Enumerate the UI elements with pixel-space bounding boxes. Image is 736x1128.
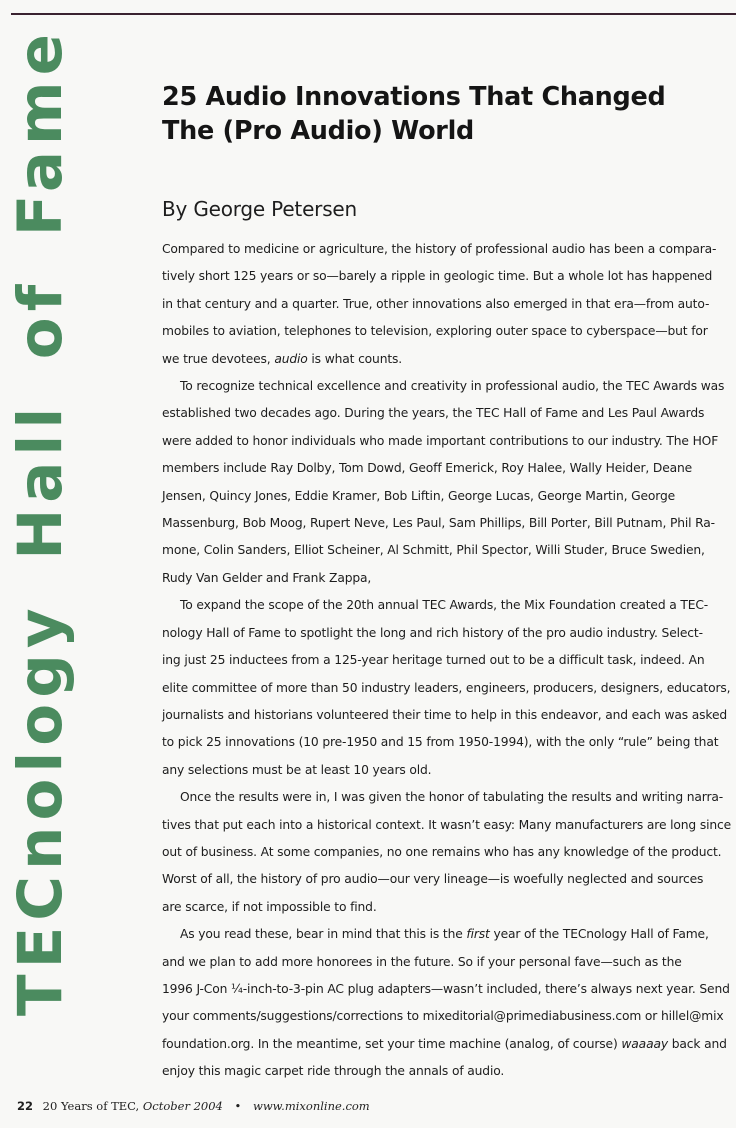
bullet-separator: • [234, 1099, 242, 1113]
text-line: journalists and historians volunteered their time to help in this endeavor, and each was asked [162, 707, 728, 722]
text-line [162, 1031, 727, 1058]
text-run: As you read these, bear in mind that this is the [180, 927, 467, 942]
article [162, 80, 732, 1086]
text-run: year of the TECnology Hall of Fame, [489, 927, 709, 942]
text-line: mobiles to aviation, telephones to television, exploring outer space to cyberspace—but for [162, 324, 708, 339]
text-line: Worst of all, the history of pro audio—our very lineage—is woefully neglected and sources [162, 872, 704, 887]
emphasis-audio: audio [274, 351, 308, 366]
text-line: ing just 25 inductees from a 125-year heritage turned out to be a difficult task, indeed. An [162, 653, 705, 668]
text-run: we true devotees, [162, 351, 275, 366]
vertical-section-title: TECnology Hall of Fame [5, 28, 76, 1016]
paragraph-3 [162, 592, 731, 784]
paragraph-1 [162, 236, 717, 373]
text-line: enjoy this magic carpet ride through the annals of audio. [162, 1064, 505, 1079]
text-line [162, 921, 709, 948]
text-line: out of business. At some companies, no one remains who has any knowledge of the product. [162, 844, 722, 859]
text-line: tively short 125 years or so—barely a ripple in geologic time. But a whole lot has happened [162, 269, 713, 284]
page-footer [17, 1099, 370, 1113]
text-run: foundation.org. In the meantime, set your time machine (analog, of course) [162, 1036, 622, 1051]
publication-name: 20 Years of TEC, [42, 1099, 140, 1113]
text-line [162, 346, 692, 373]
text-run: is what counts. [307, 351, 403, 366]
text-line: to pick 25 innovations (10 pre-1950 and 15 from 1950-1994), with the only “rule” being that [162, 735, 719, 750]
issue-date: October 2004 [142, 1099, 223, 1113]
text-line: Compared to medicine or agriculture, the history of professional audio has been a compara- [162, 242, 717, 256]
text-line: established two decades ago. During the years, the TEC Hall of Fame and Les Paul Awards [162, 406, 705, 421]
headline [162, 80, 692, 148]
text-line: To expand the scope of the 20th annual TEC Awards, the Mix Foundation created a TEC- [180, 598, 709, 613]
text-line: are scarce, if not impossible to find. [162, 899, 377, 914]
headline-line-2: The (Pro Audio) World [162, 116, 474, 146]
text-line: members include Ray Dolby, Tom Dowd, Geoff Emerick, Roy Halee, Wally Heider, Deane [162, 461, 693, 476]
text-line: elite committee of more than 50 industry leaders, engineers, producers, designers, educators, [162, 680, 731, 695]
text-line: To recognize technical excellence and creativity in professional audio, the TEC Awards was [180, 379, 725, 394]
text-line: were added to honor individuals who made important contributions to our industry. The HOF [162, 433, 719, 448]
text-line: mone, Colin Sanders, Elliot Scheiner, Al Schmitt, Phil Spector, Willi Studer, Bruce Swedien, [162, 543, 705, 558]
top-rule [11, 13, 736, 15]
text-run: back and [667, 1036, 727, 1051]
text-line: and we plan to add more honorees in the future. So if your personal fave—such as the [162, 954, 682, 969]
page-number: 22 [17, 1099, 34, 1113]
sidebar [5, 28, 76, 1016]
text-line: nology Hall of Fame to spotlight the long and rich history of the pro audio industry. Select- [162, 625, 703, 640]
text-line: any selections must be at least 10 years old. [162, 762, 432, 777]
text-line: Jensen, Quincy Jones, Eddie Kramer, Bob Liftin, George Lucas, George Martin, George [162, 488, 676, 503]
article-body [162, 236, 732, 1086]
website-link[interactable]: www.mixonline.com [253, 1099, 370, 1113]
text-line: 1996 J-Con ¼-inch-to-3-pin AC plug adapters—wasn’t included, there’s always next year. Send [162, 981, 730, 996]
text-line: your comments/suggestions/corrections to mixeditorial@primediabusiness.com or hillel@mix [162, 1009, 724, 1024]
text-line: tives that put each into a historical context. It wasn’t easy: Many manufacturers are long since [162, 817, 732, 832]
text-line: in that century and a quarter. True, other innovations also emerged in that era—from auto- [162, 296, 710, 311]
emphasis-first: first [466, 927, 490, 942]
byline: By George Petersen [162, 197, 358, 221]
paragraph-4 [162, 784, 732, 921]
text-line: Once the results were in, I was given the honor of tabulating the results and writing narra- [180, 790, 724, 805]
paragraph-5 [162, 921, 730, 1085]
paragraph-2 [162, 373, 725, 592]
headline-line-1: 25 Audio Innovations That Changed [162, 82, 666, 112]
text-line: Massenburg, Bob Moog, Rupert Neve, Les Paul, Sam Phillips, Bill Porter, Bill Putnam, Phil Ra- [162, 516, 715, 531]
text-line: Rudy Van Gelder and Frank Zappa, [162, 570, 372, 585]
emphasis-waaaay: waaaay [621, 1036, 668, 1051]
